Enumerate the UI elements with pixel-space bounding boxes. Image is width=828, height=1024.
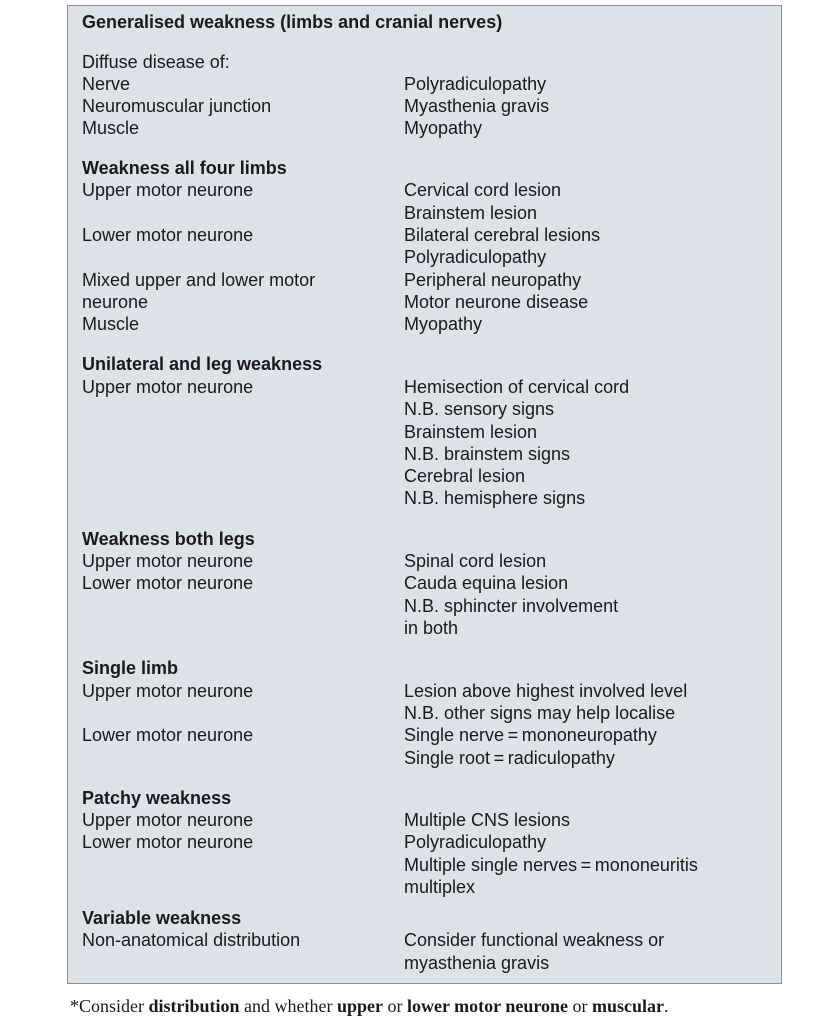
- row-left: Lower motor neurone: [82, 832, 254, 852]
- row-right: multiplex: [404, 877, 476, 897]
- row-right: Cervical cord lesion: [404, 180, 562, 200]
- footnote-text: .: [664, 996, 669, 1016]
- row-right: Multiple single nerves = mononeuritis: [404, 855, 698, 875]
- row-right: Hemisection of cervical cord: [404, 377, 630, 397]
- footnote-text: *Consider: [70, 996, 149, 1016]
- row-right: Peripheral neuropathy: [404, 270, 582, 290]
- footnote-text: and whether: [239, 996, 337, 1016]
- footnote: [70, 995, 669, 1017]
- row-left: Upper motor neurone: [82, 681, 254, 701]
- footnote-text: or: [568, 996, 592, 1016]
- row-right: Motor neurone disease: [404, 292, 589, 312]
- row-right: Cerebral lesion: [404, 466, 526, 486]
- row-left: Upper motor neurone: [82, 810, 254, 830]
- row-right: Spinal cord lesion: [404, 551, 547, 571]
- section-heading: Variable weakness: [82, 908, 242, 928]
- row-left: Mixed upper and lower motor: [82, 270, 316, 290]
- footnote-bold: upper: [337, 996, 384, 1016]
- row-right: Bilateral cerebral lesions: [404, 225, 601, 245]
- row-right: N.B. other signs may help localise: [404, 703, 676, 723]
- row-left: Nerve: [82, 74, 131, 94]
- section-heading: Weakness all four limbs: [82, 158, 287, 178]
- row-right: N.B. sensory signs: [404, 399, 555, 419]
- row-right: Single root = radiculopathy: [404, 748, 615, 768]
- section-heading: Generalised weakness (limbs and cranial nerves): [82, 12, 503, 32]
- row-right: Polyradiculopathy: [404, 832, 547, 852]
- row-left: Upper motor neurone: [82, 180, 254, 200]
- row-right: N.B. brainstem signs: [404, 444, 571, 464]
- row-left: Neuromuscular junction: [82, 96, 272, 116]
- row-left: Upper motor neurone: [82, 551, 254, 571]
- row-left: Lower motor neurone: [82, 725, 254, 745]
- row-right: N.B. hemisphere signs: [404, 488, 586, 508]
- section-heading: Single limb: [82, 658, 179, 678]
- row-left: Muscle: [82, 314, 140, 334]
- footnote-bold: lower motor neurone: [407, 996, 568, 1016]
- row-right: Single nerve = mononeuropathy: [404, 725, 657, 745]
- footnote-bold: muscular: [592, 996, 664, 1016]
- row-right: Multiple CNS lesions: [404, 810, 571, 830]
- row-right: in both: [404, 618, 459, 638]
- row-left: neurone: [82, 292, 149, 312]
- row-right: Polyradiculopathy: [404, 247, 547, 267]
- row-right: Cauda equina lesion: [404, 573, 569, 593]
- row-left: Lower motor neurone: [82, 225, 254, 245]
- row-left: Non-anatomical distribution: [82, 930, 301, 950]
- footnote-text: or: [383, 996, 408, 1016]
- row-right: myasthenia gravis: [404, 953, 550, 973]
- row-right: N.B. sphincter involvement: [404, 596, 619, 616]
- row-left: Upper motor neurone: [82, 377, 254, 397]
- section-heading: Weakness both legs: [82, 529, 255, 549]
- row-right: Brainstem lesion: [404, 422, 538, 442]
- row-right: Polyradiculopathy: [404, 74, 547, 94]
- section-heading: Patchy weakness: [82, 788, 232, 808]
- row-right: Lesion above highest involved level: [404, 681, 688, 701]
- row-right: Brainstem lesion: [404, 203, 538, 223]
- footnote-bold: distribution: [148, 996, 240, 1016]
- row-right: Myopathy: [404, 118, 483, 138]
- row-right: Myopathy: [404, 314, 483, 334]
- row-left: Lower motor neurone: [82, 573, 254, 593]
- row-right: Consider functional weakness or: [404, 930, 665, 950]
- row-left: Muscle: [82, 118, 140, 138]
- section-intro: Diffuse disease of:: [82, 52, 230, 72]
- section-heading: Unilateral and leg weakness: [82, 354, 323, 374]
- row-right: Myasthenia gravis: [404, 96, 550, 116]
